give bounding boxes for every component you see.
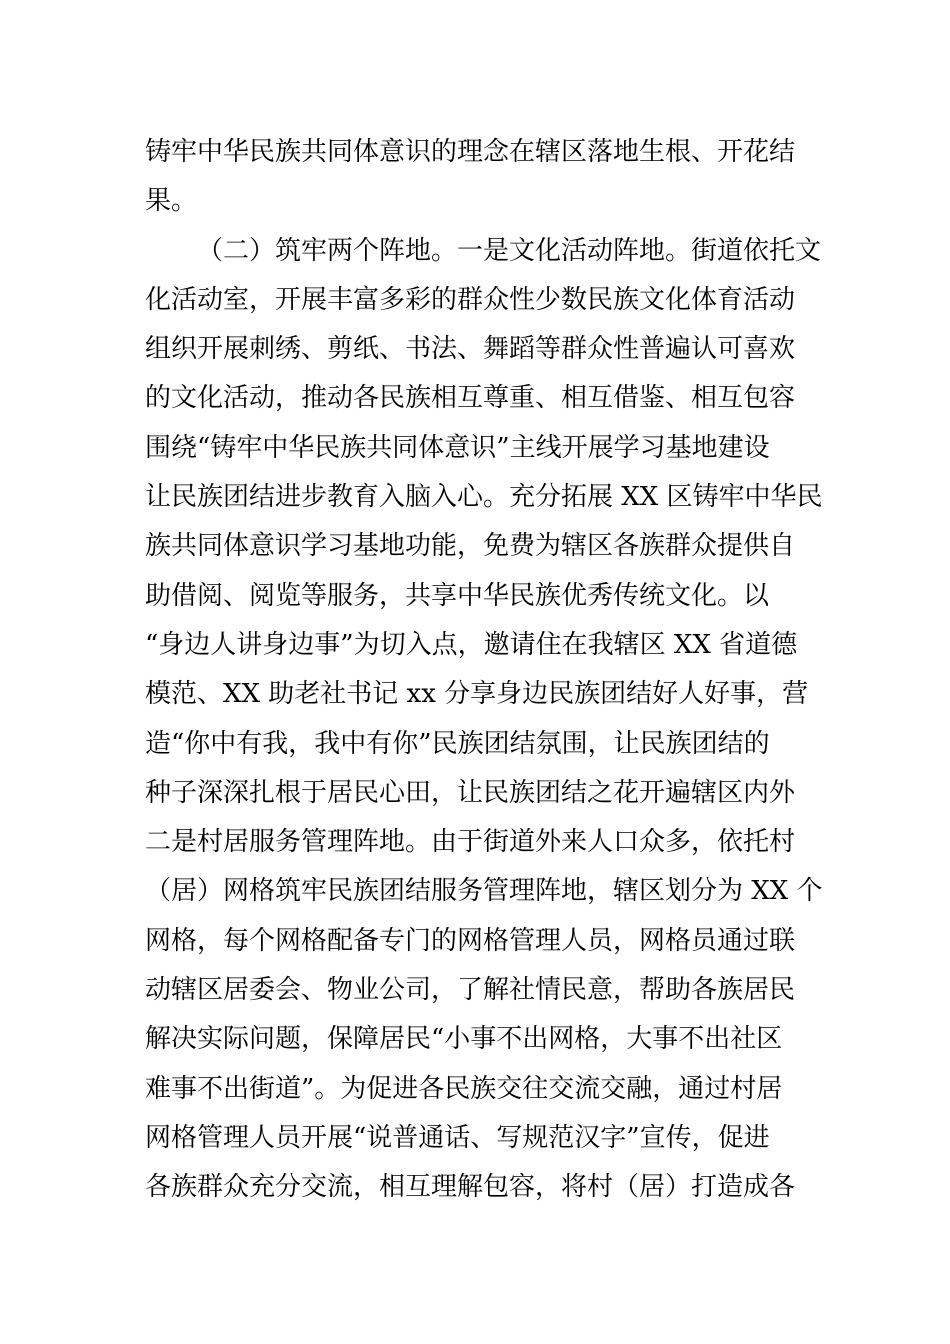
text-line: 围绕“铸牢中华民族共同体意识”主线开展学习基地建设 [145, 432, 770, 463]
text-line: 网格管理人员开展“说普通话、写规范汉字”宣传，促进 [145, 1122, 770, 1153]
text-line: 的文化活动，推动各民族相互尊重、相互借鉴、相互包容 [145, 383, 796, 414]
text-line: 化活动室，开展丰富多彩的群众性少数民族文化体育活动 [145, 284, 796, 315]
text-line: 各族群众充分交流，相互理解包容，将村（居）打造成各 [145, 1172, 796, 1203]
text-line: 解决实际问题，保障居民“小事不出网格，大事不出社区 [145, 1024, 783, 1055]
text-line: 果。 [145, 186, 198, 217]
text-line: 动辖区居委会、物业公司，了解社情民意，帮助各族居民 [145, 975, 796, 1006]
text-line: 助借阅、阅览等服务，共享中华民族优秀传统文化。以 [145, 580, 770, 611]
text-line: 铸牢中华民族共同体意识的理念在辖区落地生根、开花结 [145, 137, 796, 167]
section-heading-line: （二）筑牢两个阵地。一是文化活动阵地。街道依托文 [197, 235, 822, 266]
text-line: 造“你中有我，我中有你”民族团结氛围，让民族团结的 [145, 728, 770, 759]
text-line: 难事不出街道”。为促进各民族交往交流交融，通过村居 [145, 1073, 783, 1104]
text-line: 模范、XX 助老社书记 xx 分享身边民族团结好人好事，营 [145, 679, 809, 710]
text-line: “身边人讲身边事”为切入点，邀请住在我辖区 XX 省道德 [145, 629, 798, 660]
text-line: 组织开展刺绣、剪纸、书法、舞蹈等群众性普遍认可喜欢 [145, 334, 796, 365]
body-text [145, 128, 825, 1213]
text-line: 族共同体意识学习基地功能，免费为辖区各族群众提供自 [145, 531, 796, 562]
text-line: 种子深深扎根于居民心田，让民族团结之花开遍辖区内外 [145, 777, 796, 808]
text-line: 让民族团结进步教育入脑入心。充分拓展 XX 区铸牢中华民 [145, 482, 823, 513]
text-line: 网格，每个网格配备专门的网格管理人员，网格员通过联 [145, 925, 796, 956]
text-line: 二是村居服务管理阵地。由于街道外来人口众多，依托村 [145, 827, 796, 858]
text-line: （居）网格筑牢民族团结服务管理阵地，辖区划分为 XX 个 [145, 876, 823, 907]
